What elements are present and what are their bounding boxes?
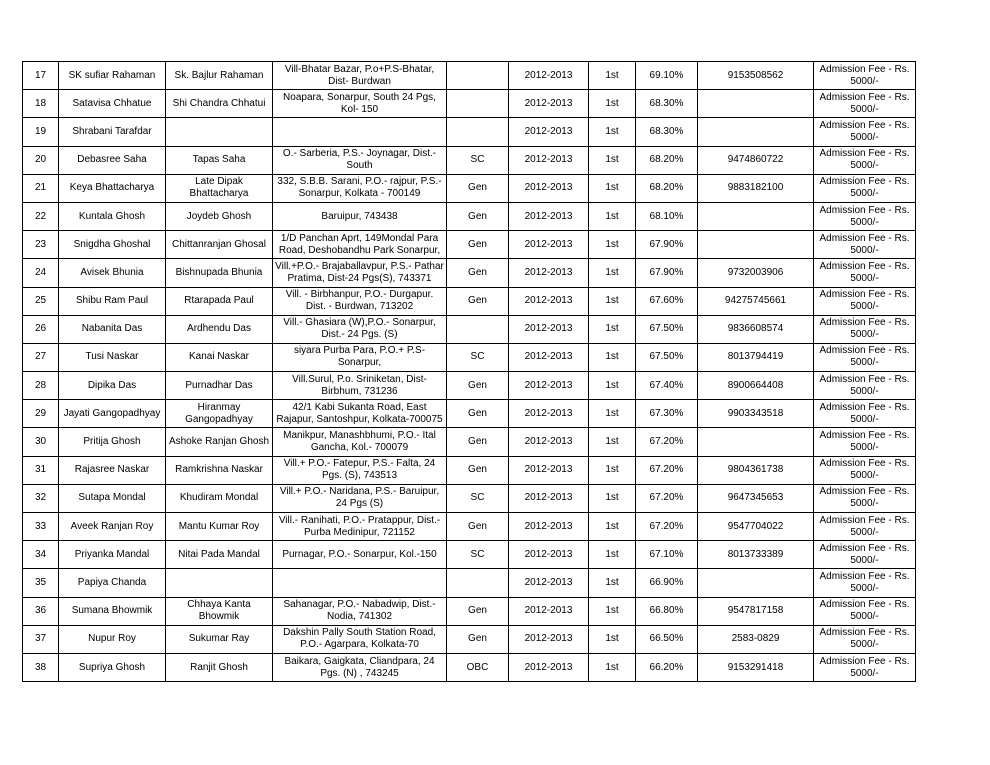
- admission-fee-cell: Admission Fee - Rs. 5000/-: [814, 372, 916, 400]
- phone-number-cell: [698, 569, 814, 597]
- year-cell: 1st: [589, 174, 636, 202]
- admission-fee-cell: Admission Fee - Rs. 5000/-: [814, 456, 916, 484]
- category-cell: Gen: [447, 372, 509, 400]
- serial-number-cell: 38: [23, 653, 59, 681]
- guardian-name-cell: Kanai Naskar: [166, 343, 273, 371]
- serial-number-cell: 31: [23, 456, 59, 484]
- category-cell: SC: [447, 343, 509, 371]
- address-cell: Noapara, Sonarpur, South 24 Pgs, Kol- 150: [273, 90, 447, 118]
- address-cell: Manikpur, Manashbhumi, P.O.- Ital Gancha, Kol.- 700079: [273, 428, 447, 456]
- student-name-cell: Shrabani Tarafdar: [59, 118, 166, 146]
- table-row: [23, 400, 916, 428]
- year-cell: 1st: [589, 118, 636, 146]
- phone-number-cell: 9836608574: [698, 315, 814, 343]
- table-row: [23, 597, 916, 625]
- category-cell: Gen: [447, 428, 509, 456]
- phone-number-cell: 2583-0829: [698, 625, 814, 653]
- guardian-name-cell: [166, 118, 273, 146]
- student-name-cell: Satavisa Chhatue: [59, 90, 166, 118]
- serial-number-cell: 19: [23, 118, 59, 146]
- phone-number-cell: 9153291418: [698, 653, 814, 681]
- serial-number-cell: 20: [23, 146, 59, 174]
- session-cell: 2012-2013: [509, 484, 589, 512]
- guardian-name-cell: Hiranmay Gangopadhyay: [166, 400, 273, 428]
- table-row: [23, 202, 916, 230]
- marks-percentage-cell: 69.10%: [636, 62, 698, 90]
- session-cell: 2012-2013: [509, 343, 589, 371]
- table-body: [23, 62, 916, 682]
- phone-number-cell: 9804361738: [698, 456, 814, 484]
- student-name-cell: Sutapa Mondal: [59, 484, 166, 512]
- table-row: [23, 90, 916, 118]
- marks-percentage-cell: 68.10%: [636, 202, 698, 230]
- table-row: [23, 484, 916, 512]
- serial-number-cell: 17: [23, 62, 59, 90]
- admission-fee-cell: Admission Fee - Rs. 5000/-: [814, 513, 916, 541]
- student-name-cell: Sumana Bhowmik: [59, 597, 166, 625]
- address-cell: Vill.+ P.O.- Fatepur, P.S.- Falta, 24 Pgs. (S), 743513: [273, 456, 447, 484]
- admission-fee-cell: Admission Fee - Rs. 5000/-: [814, 400, 916, 428]
- year-cell: 1st: [589, 400, 636, 428]
- guardian-name-cell: Tapas Saha: [166, 146, 273, 174]
- address-cell: Vill. - Birbhanpur, P.O.- Durgapur. Dist. - Burdwan, 713202: [273, 287, 447, 315]
- year-cell: 1st: [589, 146, 636, 174]
- guardian-name-cell: Shi Chandra Chhatui: [166, 90, 273, 118]
- address-cell: Vill.Surul, P.o. Sriniketan, Dist- Birbhum, 731236: [273, 372, 447, 400]
- phone-number-cell: 9547704022: [698, 513, 814, 541]
- serial-number-cell: 18: [23, 90, 59, 118]
- phone-number-cell: 9903343518: [698, 400, 814, 428]
- year-cell: 1st: [589, 287, 636, 315]
- student-name-cell: Kuntala Ghosh: [59, 202, 166, 230]
- serial-number-cell: 34: [23, 541, 59, 569]
- session-cell: 2012-2013: [509, 541, 589, 569]
- address-cell: Vill.- Ranihati, P.O.- Pratappur, Dist.- Purba Medinipur, 721152: [273, 513, 447, 541]
- table-row: [23, 653, 916, 681]
- guardian-name-cell: Joydeb Ghosh: [166, 202, 273, 230]
- phone-number-cell: [698, 202, 814, 230]
- admission-fee-cell: Admission Fee - Rs. 5000/-: [814, 231, 916, 259]
- category-cell: [447, 118, 509, 146]
- serial-number-cell: 23: [23, 231, 59, 259]
- serial-number-cell: 36: [23, 597, 59, 625]
- table-row: [23, 118, 916, 146]
- year-cell: 1st: [589, 372, 636, 400]
- guardian-name-cell: Chhaya Kanta Bhowmik: [166, 597, 273, 625]
- category-cell: [447, 62, 509, 90]
- session-cell: 2012-2013: [509, 653, 589, 681]
- session-cell: 2012-2013: [509, 597, 589, 625]
- year-cell: 1st: [589, 541, 636, 569]
- marks-percentage-cell: 67.90%: [636, 259, 698, 287]
- category-cell: Gen: [447, 287, 509, 315]
- marks-percentage-cell: 67.20%: [636, 456, 698, 484]
- table-row: [23, 62, 916, 90]
- marks-percentage-cell: 67.10%: [636, 541, 698, 569]
- guardian-name-cell: Purnadhar Das: [166, 372, 273, 400]
- category-cell: Gen: [447, 456, 509, 484]
- admission-fee-cell: Admission Fee - Rs. 5000/-: [814, 287, 916, 315]
- address-cell: [273, 118, 447, 146]
- marks-percentage-cell: 67.20%: [636, 484, 698, 512]
- address-cell: Vill.+ P.O.- Naridana, P.S.- Baruipur, 24 Pgs (S): [273, 484, 447, 512]
- phone-number-cell: 9647345653: [698, 484, 814, 512]
- phone-number-cell: 9883182100: [698, 174, 814, 202]
- guardian-name-cell: Nitai Pada Mandal: [166, 541, 273, 569]
- table-row: [23, 315, 916, 343]
- admission-fee-cell: Admission Fee - Rs. 5000/-: [814, 653, 916, 681]
- phone-number-cell: 9547817158: [698, 597, 814, 625]
- phone-number-cell: 8013733389: [698, 541, 814, 569]
- phone-number-cell: [698, 118, 814, 146]
- serial-number-cell: 28: [23, 372, 59, 400]
- session-cell: 2012-2013: [509, 202, 589, 230]
- category-cell: Gen: [447, 625, 509, 653]
- table-row: [23, 569, 916, 597]
- session-cell: 2012-2013: [509, 315, 589, 343]
- serial-number-cell: 37: [23, 625, 59, 653]
- student-name-cell: Debasree Saha: [59, 146, 166, 174]
- guardian-name-cell: Bishnupada Bhunia: [166, 259, 273, 287]
- year-cell: 1st: [589, 62, 636, 90]
- serial-number-cell: 33: [23, 513, 59, 541]
- guardian-name-cell: Chittanranjan Ghosal: [166, 231, 273, 259]
- category-cell: SC: [447, 146, 509, 174]
- phone-number-cell: 9153508562: [698, 62, 814, 90]
- marks-percentage-cell: 66.50%: [636, 625, 698, 653]
- guardian-name-cell: Sk. Bajlur Rahaman: [166, 62, 273, 90]
- student-name-cell: Priyanka Mandal: [59, 541, 166, 569]
- year-cell: 1st: [589, 597, 636, 625]
- marks-percentage-cell: 67.90%: [636, 231, 698, 259]
- student-name-cell: Dipika Das: [59, 372, 166, 400]
- serial-number-cell: 21: [23, 174, 59, 202]
- table-row: [23, 174, 916, 202]
- guardian-name-cell: Sukumar Ray: [166, 625, 273, 653]
- admission-fee-cell: Admission Fee - Rs. 5000/-: [814, 484, 916, 512]
- student-name-cell: Keya Bhattacharya: [59, 174, 166, 202]
- year-cell: 1st: [589, 202, 636, 230]
- year-cell: 1st: [589, 315, 636, 343]
- admission-fee-cell: Admission Fee - Rs. 5000/-: [814, 62, 916, 90]
- serial-number-cell: 25: [23, 287, 59, 315]
- category-cell: Gen: [447, 513, 509, 541]
- student-name-cell: Snigdha Ghoshal: [59, 231, 166, 259]
- year-cell: 1st: [589, 90, 636, 118]
- student-name-cell: Tusi Naskar: [59, 343, 166, 371]
- table-row: [23, 456, 916, 484]
- address-cell: Vill.+P.O.- Brajaballavpur, P.S.- Pathar Pratima, Dist-24 Pgs(S), 743371: [273, 259, 447, 287]
- session-cell: 2012-2013: [509, 287, 589, 315]
- year-cell: 1st: [589, 484, 636, 512]
- category-cell: Gen: [447, 202, 509, 230]
- marks-percentage-cell: 67.50%: [636, 343, 698, 371]
- table-row: [23, 513, 916, 541]
- session-cell: 2012-2013: [509, 569, 589, 597]
- year-cell: 1st: [589, 569, 636, 597]
- admission-fee-cell: Admission Fee - Rs. 5000/-: [814, 90, 916, 118]
- admission-fee-cell: Admission Fee - Rs. 5000/-: [814, 541, 916, 569]
- marks-percentage-cell: 67.50%: [636, 315, 698, 343]
- guardian-name-cell: Ardhendu Das: [166, 315, 273, 343]
- category-cell: OBC: [447, 653, 509, 681]
- guardian-name-cell: Mantu Kumar Roy: [166, 513, 273, 541]
- guardian-name-cell: Rtarapada Paul: [166, 287, 273, 315]
- marks-percentage-cell: 67.20%: [636, 513, 698, 541]
- address-cell: Baikara, Gaigkata, Cliandpara, 24 Pgs. (N) , 743245: [273, 653, 447, 681]
- address-cell: [273, 569, 447, 597]
- category-cell: Gen: [447, 231, 509, 259]
- marks-percentage-cell: 68.20%: [636, 174, 698, 202]
- session-cell: 2012-2013: [509, 400, 589, 428]
- session-cell: 2012-2013: [509, 372, 589, 400]
- table-row: [23, 372, 916, 400]
- address-cell: 1/D Panchan Aprt, 149Mondal Para Road, Deshobandhu Park Sonarpur,: [273, 231, 447, 259]
- serial-number-cell: 24: [23, 259, 59, 287]
- phone-number-cell: [698, 231, 814, 259]
- phone-number-cell: 9474860722: [698, 146, 814, 174]
- session-cell: 2012-2013: [509, 174, 589, 202]
- guardian-name-cell: Ashoke Ranjan Ghosh: [166, 428, 273, 456]
- marks-percentage-cell: 67.20%: [636, 428, 698, 456]
- marks-percentage-cell: 68.30%: [636, 90, 698, 118]
- phone-number-cell: 8013794419: [698, 343, 814, 371]
- admission-fee-cell: Admission Fee - Rs. 5000/-: [814, 343, 916, 371]
- student-name-cell: Nabanita Das: [59, 315, 166, 343]
- session-cell: 2012-2013: [509, 259, 589, 287]
- admission-fee-cell: Admission Fee - Rs. 5000/-: [814, 315, 916, 343]
- category-cell: Gen: [447, 259, 509, 287]
- admission-fee-cell: Admission Fee - Rs. 5000/-: [814, 174, 916, 202]
- address-cell: 42/1 Kabi Sukanta Road, East Rajapur, Santoshpur, Kolkata-700075: [273, 400, 447, 428]
- admission-fee-cell: Admission Fee - Rs. 5000/-: [814, 146, 916, 174]
- guardian-name-cell: [166, 569, 273, 597]
- address-cell: Vill.- Ghasiara (W),P.O.- Sonarpur, Dist.- 24 Pgs. (S): [273, 315, 447, 343]
- address-cell: 332, S.B.B. Sarani, P.O.- rajpur, P.S.- Sonarpur, Kolkata - 700149: [273, 174, 447, 202]
- table-row: [23, 625, 916, 653]
- address-cell: Sahanagar, P.O.- Nabadwip, Dist.- Nodia, 741302: [273, 597, 447, 625]
- category-cell: SC: [447, 541, 509, 569]
- address-cell: O.- Sarberia, P.S.- Joynagar, Dist.- South: [273, 146, 447, 174]
- category-cell: [447, 315, 509, 343]
- address-cell: Vill-Bhatar Bazar, P.o+P.S-Bhatar, Dist- Burdwan: [273, 62, 447, 90]
- student-name-cell: Papiya Chanda: [59, 569, 166, 597]
- session-cell: 2012-2013: [509, 62, 589, 90]
- phone-number-cell: [698, 428, 814, 456]
- guardian-name-cell: Khudiram Mondal: [166, 484, 273, 512]
- year-cell: 1st: [589, 343, 636, 371]
- student-name-cell: Supriya Ghosh: [59, 653, 166, 681]
- marks-percentage-cell: 66.90%: [636, 569, 698, 597]
- guardian-name-cell: Ranjit Ghosh: [166, 653, 273, 681]
- student-name-cell: Shibu Ram Paul: [59, 287, 166, 315]
- year-cell: 1st: [589, 456, 636, 484]
- year-cell: 1st: [589, 231, 636, 259]
- category-cell: Gen: [447, 597, 509, 625]
- session-cell: 2012-2013: [509, 146, 589, 174]
- serial-number-cell: 22: [23, 202, 59, 230]
- marks-percentage-cell: 68.20%: [636, 146, 698, 174]
- table-row: [23, 259, 916, 287]
- serial-number-cell: 26: [23, 315, 59, 343]
- marks-percentage-cell: 67.30%: [636, 400, 698, 428]
- session-cell: 2012-2013: [509, 625, 589, 653]
- serial-number-cell: 29: [23, 400, 59, 428]
- category-cell: SC: [447, 484, 509, 512]
- address-cell: Baruipur, 743438: [273, 202, 447, 230]
- admission-fee-cell: Admission Fee - Rs. 5000/-: [814, 569, 916, 597]
- admission-fee-cell: Admission Fee - Rs. 5000/-: [814, 259, 916, 287]
- marks-percentage-cell: 67.60%: [636, 287, 698, 315]
- table-row: [23, 287, 916, 315]
- student-name-cell: SK sufiar Rahaman: [59, 62, 166, 90]
- table-row: [23, 541, 916, 569]
- year-cell: 1st: [589, 428, 636, 456]
- marks-percentage-cell: 68.30%: [636, 118, 698, 146]
- address-cell: Dakshin Pally South Station Road, P.O.- Agarpara, Kolkata-70: [273, 625, 447, 653]
- category-cell: [447, 569, 509, 597]
- guardian-name-cell: Late Dipak Bhattacharya: [166, 174, 273, 202]
- table-row: [23, 146, 916, 174]
- marks-percentage-cell: 66.20%: [636, 653, 698, 681]
- session-cell: 2012-2013: [509, 513, 589, 541]
- phone-number-cell: [698, 90, 814, 118]
- admission-fee-cell: Admission Fee - Rs. 5000/-: [814, 625, 916, 653]
- student-name-cell: Nupur Roy: [59, 625, 166, 653]
- student-name-cell: Aveek Ranjan Roy: [59, 513, 166, 541]
- student-name-cell: Rajasree Naskar: [59, 456, 166, 484]
- category-cell: [447, 90, 509, 118]
- phone-number-cell: 94275745661: [698, 287, 814, 315]
- marks-percentage-cell: 66.80%: [636, 597, 698, 625]
- category-cell: Gen: [447, 400, 509, 428]
- student-name-cell: Jayati Gangopadhyay: [59, 400, 166, 428]
- phone-number-cell: 9732003906: [698, 259, 814, 287]
- serial-number-cell: 27: [23, 343, 59, 371]
- guardian-name-cell: Ramkrishna Naskar: [166, 456, 273, 484]
- table-row: [23, 428, 916, 456]
- session-cell: 2012-2013: [509, 118, 589, 146]
- category-cell: Gen: [447, 174, 509, 202]
- marks-percentage-cell: 67.40%: [636, 372, 698, 400]
- session-cell: 2012-2013: [509, 90, 589, 118]
- admission-fee-cell: Admission Fee - Rs. 5000/-: [814, 428, 916, 456]
- admission-fee-cell: Admission Fee - Rs. 5000/-: [814, 202, 916, 230]
- address-cell: siyara Purba Para, P.O.+ P.S- Sonarpur,: [273, 343, 447, 371]
- serial-number-cell: 30: [23, 428, 59, 456]
- session-cell: 2012-2013: [509, 428, 589, 456]
- year-cell: 1st: [589, 625, 636, 653]
- admission-list-table: [22, 61, 916, 682]
- student-name-cell: Pritija Ghosh: [59, 428, 166, 456]
- address-cell: Purnagar, P.O.- Sonarpur, Kol.-150: [273, 541, 447, 569]
- table-row: [23, 231, 916, 259]
- session-cell: 2012-2013: [509, 456, 589, 484]
- phone-number-cell: 8900664408: [698, 372, 814, 400]
- admission-fee-cell: Admission Fee - Rs. 5000/-: [814, 597, 916, 625]
- year-cell: 1st: [589, 513, 636, 541]
- admission-fee-cell: Admission Fee - Rs. 5000/-: [814, 118, 916, 146]
- year-cell: 1st: [589, 653, 636, 681]
- year-cell: 1st: [589, 259, 636, 287]
- student-name-cell: Avisek Bhunia: [59, 259, 166, 287]
- serial-number-cell: 32: [23, 484, 59, 512]
- session-cell: 2012-2013: [509, 231, 589, 259]
- table-row: [23, 343, 916, 371]
- serial-number-cell: 35: [23, 569, 59, 597]
